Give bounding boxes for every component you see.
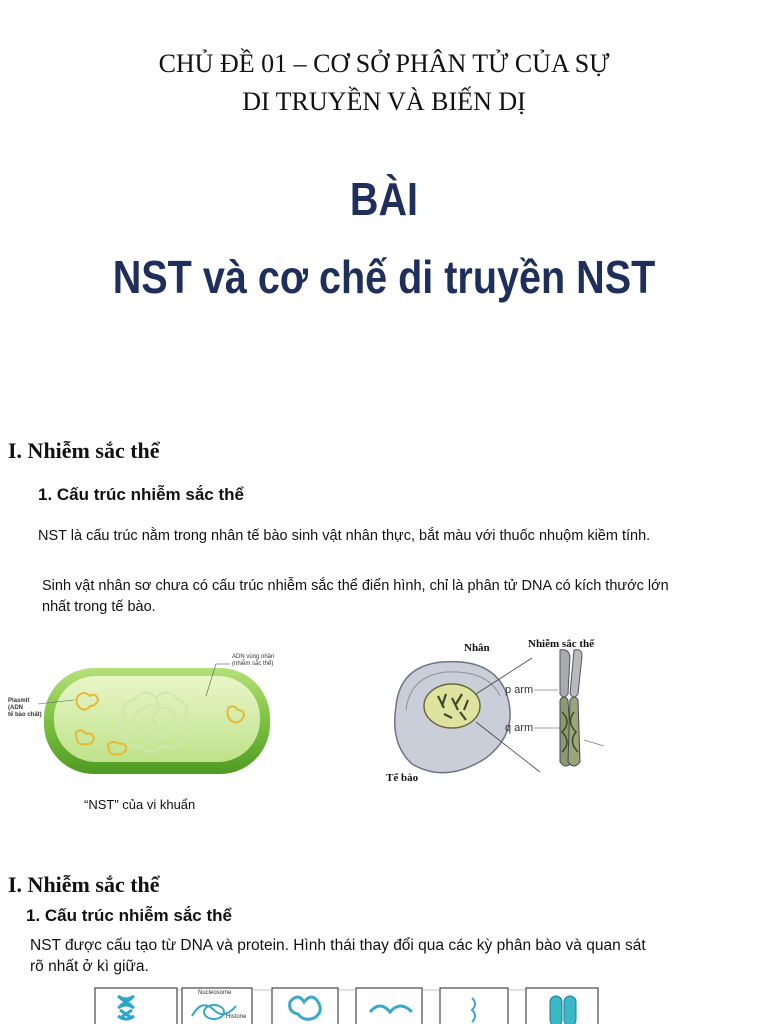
label-q-arm: q arm: [505, 722, 534, 734]
panel-loop: [356, 988, 422, 1024]
chromatin-levels-illustration: [94, 986, 600, 1024]
paragraph-nst-composition-line1: NST được cấu tạo từ DNA và protein. Hình thái thay đổi qua các kỳ phân bào và quan sát: [30, 937, 646, 954]
chromatin-structure-strip: [94, 986, 600, 1024]
paragraph-nst-composition-line2: rõ nhất ở kì giữa.: [30, 958, 149, 975]
lesson-title: NST và cơ chế di truyền NST: [112, 251, 656, 303]
paragraph-nst-definition: NST là cấu trúc nằm trong nhân tế bào sinh vật nhân thực, bắt màu với thuốc nhuộm kiềm tính.: [38, 528, 651, 544]
label-plasmid-line3: tế bào chất): [8, 712, 42, 718]
label-plasmid-line1: Plasmit: [8, 698, 30, 704]
chromosome-xshape: [560, 650, 582, 766]
solenoid-fiber: [290, 997, 321, 1019]
dna-helix: [118, 996, 134, 1019]
bacteria-figure: [6, 648, 282, 786]
label-plasmid-line2: (ADN: [8, 705, 23, 711]
topic-title-line2: DI TRUYỀN VÀ BIẾN DỊ: [242, 87, 526, 116]
topic-title-line1: CHỦ ĐỀ 01 – CƠ SỞ PHÂN TỬ CỦA SỰ: [158, 49, 610, 78]
label-chromosome: Nhiễm sắc thể: [528, 638, 594, 650]
paragraph-prokaryote-line2: nhất trong tế bào.: [42, 599, 156, 615]
section2-subheading: 1. Cấu trúc nhiễm sắc thể: [26, 906, 232, 925]
lesson-label: BÀI: [349, 173, 419, 225]
label-nucleosome: Nucleosome: [198, 990, 232, 996]
eukaryotic-cell-figure: [384, 636, 624, 788]
label-histone: Histone: [226, 1014, 247, 1020]
label-nucleus: Nhân: [464, 642, 490, 654]
nucleus: [424, 684, 480, 728]
bacteria-illustration: [6, 648, 282, 786]
section2-heading: I. Nhiễm sắc thể: [8, 872, 160, 897]
label-p-arm: p arm: [505, 684, 534, 696]
bacteria-caption: “NST” của vi khuẩn: [84, 797, 196, 812]
chromatin-loop: [370, 1006, 412, 1012]
paragraph-prokaryote-line1: Sinh vật nhân sơ chưa có cấu trúc nhiễm sắc thể điển hình, chỉ là phân tử DNA có kích thước lớn: [42, 578, 669, 594]
chromatid-coil: [472, 998, 475, 1022]
label-nucleoid-line2: (nhiễm sắc thể): [232, 661, 274, 667]
metaphase-chromosome: [550, 996, 576, 1024]
section-heading: I. Nhiễm sắc thể: [8, 438, 160, 463]
cell-chromosome-illustration: [384, 636, 624, 788]
label-nucleoid-line1: ADN vùng nhân: [232, 654, 275, 660]
panel-dna-helix: [95, 988, 177, 1024]
label-cell: Tế bào: [386, 772, 419, 784]
section-subheading: 1. Cấu trúc nhiễm sắc thể: [38, 485, 244, 504]
